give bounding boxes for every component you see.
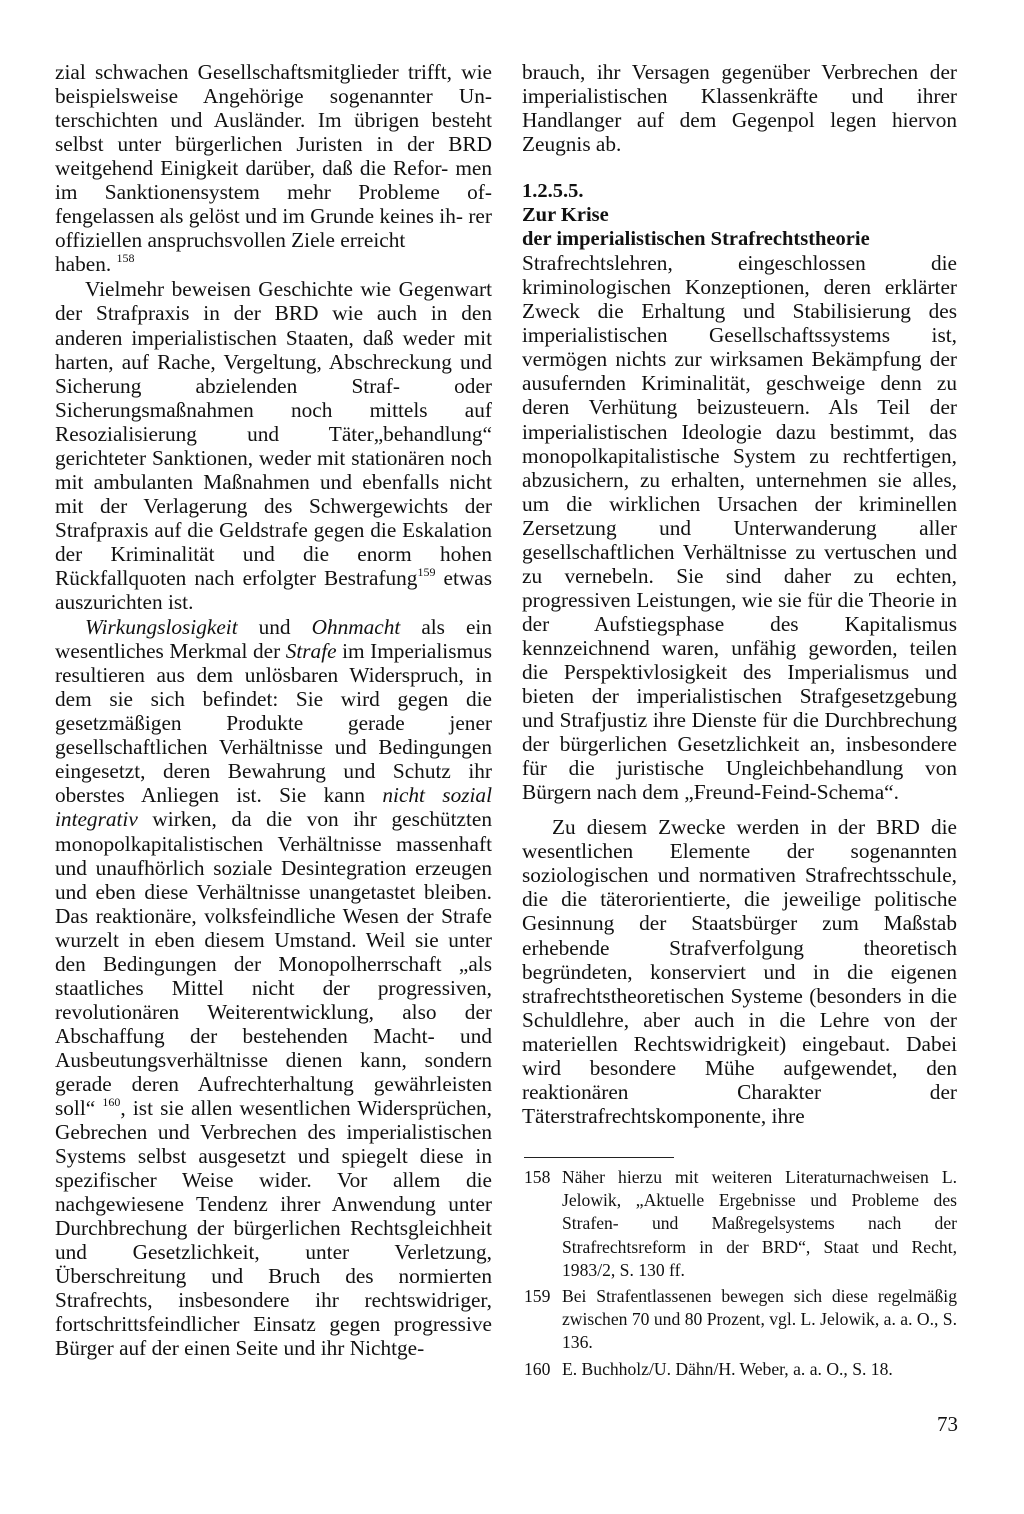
footnotes <box>524 1166 957 1384</box>
emphasis: Wirkungslosigkeit <box>85 615 238 640</box>
footnote-ref-159[interactable]: 159 <box>417 564 436 579</box>
footnote-number: 160 <box>524 1358 551 1379</box>
text-line: selbst unter bürgerlichen Juristen in der BRD <box>55 132 492 157</box>
emphasis: Strafe <box>285 639 337 664</box>
paragraph-text: als ein wesentliches Merkmal der <box>55 615 492 664</box>
emphasis: nicht sozial integrativ <box>55 783 492 832</box>
footnote-number: 159 <box>524 1286 551 1307</box>
page-number: 73 <box>937 1412 958 1436</box>
section-number: 1.2.5.5. <box>522 180 584 203</box>
left-column <box>55 60 492 1361</box>
text-line: terschichten und Ausländer. Im übrigen besteht <box>55 108 492 133</box>
paragraph-text: Vielmehr beweisen Geschichte wie Gegenwart der Strafpraxis in der BRD wie auch in den anderen imperialistischen Staaten, daß weder mit harten, auf Rache, Vergeltung, Abschreckung und Sicherung abzielenden Straf- oder Sicherungsmaßnahmen noch mittels auf Resozialisierung und Täter„behandlung“ gerichteter Sanktionen, weder mit stationären noch mit ambulanten Maßnahmen und ebenfalls nicht mit der Verlagerung des Schwergewichts der Strafpraxis auf die Geldstrafe gegen die Eskalation der Kriminalität und die enorm hohen Rückfallquoten nach erfolgter Bestrafung <box>55 277 492 590</box>
footnote-divider <box>524 1157 674 1158</box>
paragraph-text: , ist sie allen wesentlichen Widersprüchen, Gebrechen und Verbrechen des imperialistischen Systems selbst ausgesetzt und spiegelt diese in spezifischer Weise wider. Vor allem die nachgewiesene Tendenz ihrer Anwendung unter Durchbrechung der bürgerlichen Rechtsgleichheit und Gesetzlichkeit, unter Verletzung, Überschreitung und Bruch des normierten Strafrechts, insbesondere ihr rechtswidriger, fortschrittsfeindlicher Einsatz gegen progressive Bürger auf der einen Seite und ihr Nichtge- <box>55 1096 492 1361</box>
paragraph <box>55 277 492 614</box>
paragraph-text: und <box>237 615 312 640</box>
paragraph <box>55 615 492 1360</box>
section-title <box>522 203 957 251</box>
footnote-160 <box>524 1358 957 1381</box>
text-line: zial schwachen Gesellschaftsmitglieder trifft, <box>55 60 452 84</box>
text-line: weitgehend Einigkeit darüber, daß die Refor- <box>55 156 449 181</box>
footnote-text: Näher hierzu mit weiteren Literaturnachweisen L. Jelowik, „Aktuelle Ergebnisse und Probleme des Strafen- und Maßregelsystems nach der Strafrechtsreform in der BRD“, Staat und Recht, 1983/2, S. 130 ff. <box>562 1167 957 1280</box>
paragraph: Zu diesem Zwecke werden in der BRD die wesentlichen Elemente der sogenannten soziologischen und normativen Strafrechtsschule, die die täterorientierte, die jeweilige politische Gesinnung der Staatsbürger zum Maßstab erhebende Strafverfolgung theoretisch begründeten, konserviert und in die eigenen strafrechtstheoretischen Systeme (besonders in die Schuldlehre, aber auch in die Lehre von der materiellen Rechtswidrigkeit) eingebaut. Dabei wird besondere Mühe aufgewendet, den reaktionären Charakter der Täterstrafrechtskomponente, ihre <box>522 815 957 1128</box>
paragraph: brauch, ihr Versagen gegenüber Verbrechen der imperialistischen Klassenkräfte und ihrer Handlanger auf dem Gegenpol legen hiervon Zeugnis ab. <box>522 60 957 157</box>
footnote-text: E. Buchholz/U. Dähn/H. Weber, a. a. O., S. 18. <box>562 1358 893 1379</box>
footnote-159 <box>524 1285 957 1355</box>
footnote-ref-160[interactable]: 160 <box>102 1095 121 1110</box>
right-column <box>522 60 957 1128</box>
text-line: haben. <box>55 252 112 277</box>
footnote-ref-158[interactable]: 158 <box>116 251 135 266</box>
paragraph-text: wirken, da die von ihr geschützten monopolkapitalistischen Verhältnisse massenhaft und unaufhörlich soziale Desintegration erzeugen und eben diese Verhältnisse unangetastet bleiben. Das reaktionäre, volksfeindliche Wesen der Strafe wurzelt in eben diesem Umstand. Weil sie unter den Bedingungen der Monopolherrschaft „als staatliches Mittel nicht der progressiven, revolutionären Weiterentwicklung, also der Abschaffung der bestehenden Macht- und Ausbeutungsverhältnisse dienen kann, sondern gerade deren Aufrechterhaltung gewährleisten soll“ <box>55 807 492 1121</box>
text-line: rer offiziellen anspruchsvollen Ziele erreicht <box>55 204 492 253</box>
footnote-158 <box>524 1166 957 1282</box>
paragraph <box>55 60 492 276</box>
text-line: wie beispielsweise Angehörige sogenannter Un- <box>55 60 492 109</box>
section-title-line: Zur Krise <box>522 204 609 227</box>
paragraph: Strafrechtslehren, eingeschlossen die kriminologischen Konzeptionen, deren erklärter Zweck die Erhaltung und Stabilisierung des imperialistischen Gesellschaftssystems ist, vermögen nichts zur wirksamen Bekämpfung der ausufernden Kriminalität, geschweige denn zu deren Verhütung beizusteuern. Als Teil der imperialistischen Ideologie dazu bestimmt, das monopolkapitalistische System zu rechtfertigen, abzusichern, zu erhalten, unternehmen sie alles, um die wirklichen Ursachen der kriminellen Zersetzung und Unterwanderung aller gesellschaftlichen Verhältnisse zu vertuschen und zu vernebeln. Sie sind daher zu echten, progressiven Leistungen, wie sie für die Theorie in der Aufstiegsphase des Kapitalismus kennzeichnend waren, unfähig geworden, teilen die Perspektivlosigkeit des Imperialismus und bieten der imperialistischen Strafgesetzgebung und Strafjustiz ihre Dienste für die Durchbrechung der bürgerlichen Gesetzlichkeit an, insbesondere für die juristische Ungleichbehandlung von Bürgern nach dem „Freund-Feind-Schema“. <box>522 251 957 805</box>
paragraph-text: etwas auszurichten ist. <box>55 565 492 615</box>
text-line: fengelassen als gelöst und im Grunde keines ih- <box>55 204 463 229</box>
section-title-line: der imperialistischen Strafrechtstheorie <box>522 228 870 251</box>
emphasis: Ohnmacht <box>311 615 401 640</box>
text-line: men im Sanktionensystem mehr Probleme of- <box>55 156 492 205</box>
paragraph-text: im Imperialismus resultieren aus dem unlösbaren Widerspruch, in dem sie sich befindet: Sie wird gegen die gesetzmäßigen Produkte gerade jener gesellschaftlichen Verhältnisse und Bedingungen eingesetzt, deren Bewahrung und Schutz ihr oberstes Anliegen ist. Sie kann <box>55 639 492 808</box>
footnote-text: Bei Strafentlassenen bewegen sich diese regelmäßig zwischen 70 und 80 Prozent, vgl. L. Jelowik, a. a. O., S. 136. <box>562 1286 957 1353</box>
footnote-number: 158 <box>524 1167 551 1187</box>
